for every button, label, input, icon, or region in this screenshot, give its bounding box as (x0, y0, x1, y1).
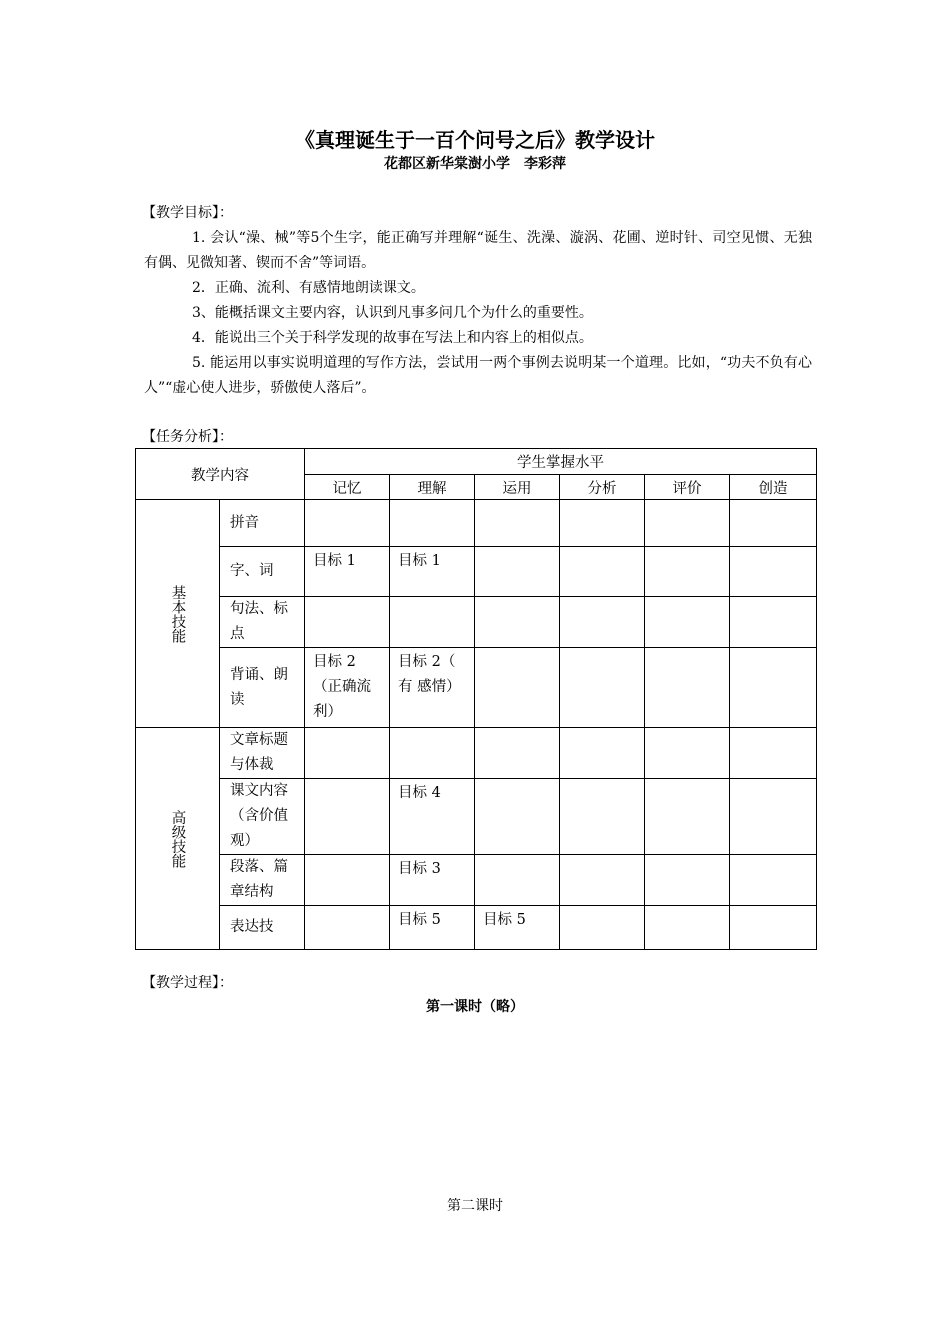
document-title: 《真理诞生于一百个问号之后》教学设计 (295, 128, 655, 152)
table-cell (645, 547, 730, 597)
table-cell (305, 597, 390, 648)
group-advanced-skills (136, 728, 220, 950)
table-cell (560, 906, 645, 950)
group-basic-skills (136, 500, 220, 728)
table-cell (560, 648, 645, 728)
objectives-heading: 【教学目标】： (142, 205, 233, 221)
table-cell (645, 855, 730, 906)
level-header: 评价 (645, 475, 730, 500)
row-label: 拼音 (220, 500, 305, 547)
table-cell (390, 500, 475, 547)
group-label: 高级技能 (169, 809, 186, 868)
table-cell (560, 547, 645, 597)
table-cell (730, 779, 817, 855)
table-row (136, 906, 817, 950)
lesson-one-heading: 第一课时（略） (426, 999, 524, 1015)
objective-item: 3、能概括课文主要内容，认识到凡事多问几个为什么的重要性。 (192, 305, 593, 321)
table-row (136, 547, 817, 597)
level-header: 运用 (475, 475, 560, 500)
row-label: 段落、篇章结构 (220, 855, 305, 906)
objectives-list (144, 226, 812, 401)
table-cell (645, 648, 730, 728)
table-cell (475, 547, 560, 597)
table-cell: 目标 2（正确流利） (305, 648, 390, 728)
table-cell (305, 906, 390, 950)
table-row (136, 855, 817, 906)
objective-item: 1. 会认“澡、械”等5个生字，能正确写并理解“诞生、洗澡、漩涡、花圃、逆时针、司空见惯、无独有偶、见微知著、锲而不舍”等词语。 (144, 230, 812, 271)
level-header: 分析 (560, 475, 645, 500)
row-label: 课文内容（含价值观） (220, 779, 305, 855)
objective-item: 5. 能运用以事实说明道理的写作方法，尝试用一两个事例去说明某一个道理。比如，“功夫不负有心人”“虚心使人进步，骄傲使人落后”。 (144, 355, 812, 396)
table-cell (645, 500, 730, 547)
table-cell: 目标 3 (390, 855, 475, 906)
table-cell: 目标 5 (390, 906, 475, 950)
table-cell (475, 728, 560, 779)
table-cell (730, 547, 817, 597)
lesson-two-heading: 第二课时 (447, 1198, 503, 1214)
table-cell: 目标 5 (475, 906, 560, 950)
level-header: 创造 (730, 475, 817, 500)
table-cell (305, 728, 390, 779)
table-cell (560, 500, 645, 547)
table-cell (390, 728, 475, 779)
table-row (136, 648, 817, 728)
header-mastery-level: 学生掌握水平 (305, 449, 817, 475)
table-cell: 目标 4 (390, 779, 475, 855)
table-cell (560, 728, 645, 779)
table-row (136, 779, 817, 855)
table-cell: 目标 1 (390, 547, 475, 597)
table-cell (730, 648, 817, 728)
table-cell (305, 779, 390, 855)
row-label: 字、词 (220, 547, 305, 597)
group-label: 基本技能 (169, 584, 186, 643)
table-row (136, 500, 817, 547)
table-cell (730, 597, 817, 648)
table-cell (645, 779, 730, 855)
document-subtitle: 花都区新华棠澍小学 李彩萍 (384, 156, 566, 172)
table-row (136, 728, 817, 779)
table-cell (560, 597, 645, 648)
row-label: 文章标题与体裁 (220, 728, 305, 779)
table-cell (560, 855, 645, 906)
table-cell (730, 855, 817, 906)
table-cell: 目标 2（ 有 感情） (390, 648, 475, 728)
table-cell (390, 597, 475, 648)
table-cell: 目标 1 (305, 547, 390, 597)
table-cell (645, 597, 730, 648)
table-cell (305, 500, 390, 547)
row-label: 表达技 (220, 906, 305, 950)
level-header: 记忆 (305, 475, 390, 500)
table-cell (305, 855, 390, 906)
table-cell (475, 648, 560, 728)
table-cell (645, 906, 730, 950)
table-cell (560, 779, 645, 855)
table-cell (475, 500, 560, 547)
process-heading: 【教学过程】： (142, 975, 233, 991)
row-label: 背诵、朗读 (220, 648, 305, 728)
table-cell (645, 728, 730, 779)
table-cell (475, 597, 560, 648)
row-label: 句法、标点 (220, 597, 305, 648)
table-cell (475, 855, 560, 906)
task-analysis-table (135, 448, 817, 950)
level-header: 理解 (390, 475, 475, 500)
table-cell (730, 500, 817, 547)
header-teaching-content: 教学内容 (136, 449, 305, 500)
table-cell (730, 906, 817, 950)
table-cell (730, 728, 817, 779)
objective-item: 4．能说出三个关于科学发现的故事在写法上和内容上的相似点。 (192, 330, 593, 346)
table-cell (475, 779, 560, 855)
task-analysis-heading: 【任务分析】： (142, 429, 233, 445)
objective-item: 2．正确、流利、有感情地朗读课文。 (192, 280, 425, 296)
table-row (136, 597, 817, 648)
